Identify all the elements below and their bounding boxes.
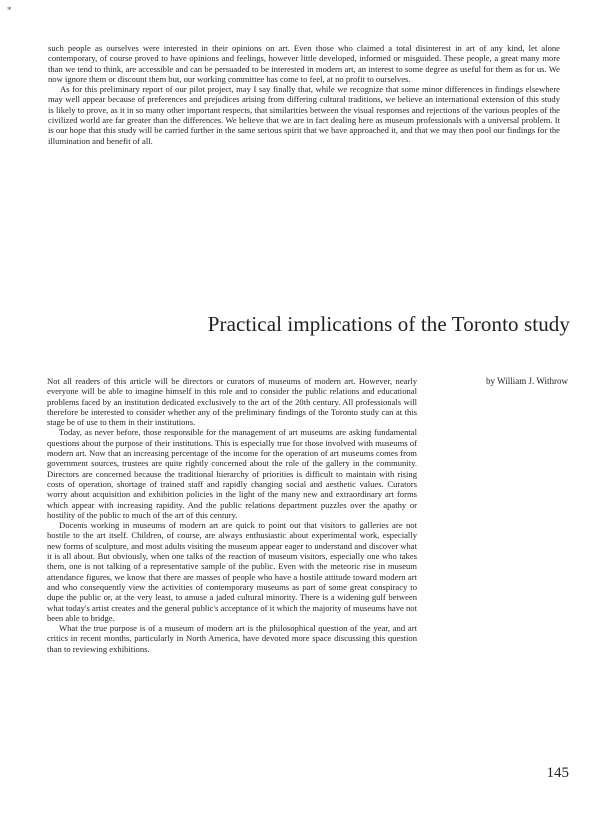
paragraph: such people as ourselves were interested in their opinions on art. Even those who claimed a total disinterest in art of any kind, let alone contemporary, of course proved to have opinions and feelings, however little developed, informed or misguided. These people, a great many more than we tend to think, are accessible and can be persuaded to be interested in modern art, an interest to some degree as useful for them as for us. We now ignore them or discount them but, our working committee has come to feel, at no profit to ourselves. [48, 43, 560, 84]
article-title: Practical implications of the Toronto study [207, 312, 570, 336]
paragraph: Docents working in museums of modern art are quick to point out that visitors to galleries are not hostile to the art itself. Children, of course, are always enthusiastic about experimental work, especially new forms of sculpture, and most adults visiting the museum appear eager to understand and discover what it is all about. But obviously, when one talks of the reaction of museum visitors, especially one who takes them, one is not talking of a representative sample of the public. Even with the meteoric rise in museum attendance figures, we know that there are masses of people who have a hostile attitude toward modern art and who consequently view the activities of contemporary museums as part of some great conspiracy to dupe the public or, at the very least, to amuse a jaded cultural minority. There is a widening gulf between what today's artist creates and the general public's acceptance of it which the majority of museums have not been able to bridge. [47, 520, 417, 623]
paragraph: As for this preliminary report of our pilot project, may I say finally that, while we recognize that some minor differences in findings elsewhere may well appear because of preferences and prejudices arising from differing cultural traditions, we believe an international extension of this study is likely to prove, as it in so many other important respects, that similarities between the visual responses and rejections of the various peoples of the civilized world are far greater than the differences. We believe that we are in fact dealing here as museum professionals with a universal problem. It is our hope that this study will be carried further in the same serious spirit that we have approached it, and that we may then pool our findings for the illumination and benefit of all. [48, 84, 560, 146]
paragraph: What the true purpose is of a museum of modern art is the philosophical question of the year, and art critics in recent months, particularly in North America, have devoted more space discussing this question than to reviewing exhibitions. [47, 623, 417, 654]
page-number: 145 [546, 765, 569, 781]
paragraph: Today, as never before, those responsible for the management of art museums are asking fundamental questions about the purpose of their institutions. This is especially true for those involved with museums of modern art. Now that an increasing percentage of the income for the operation of art museums comes from government sources, trustees are quite rightly concerned about the role of the gallery in the community. Directors are concerned because the traditional hierarchy of priorities is difficult to maintain with rising costs of operation, shortage of trained staff and rapidly changing social and aesthetic values. Curators worry about acquisition and exhibition policies in the light of the many new and extraordinary art forms which appear with increasing rapidity. And the public relations department puzzles over the apathy or hostility of the public to much of the art of this century. [47, 427, 417, 520]
article-body [47, 376, 417, 654]
byline: by William J. Withrow [486, 376, 568, 386]
paragraph: Not all readers of this article will be directors or curators of museums of modern art. However, nearly everyone will be able to imagine himself in this role and to consider the public relations and educational problems faced by an institution dedicated exclusively to the art of the 20th century. All professionals will therefore be interested to consider whether any of the preliminary findings of the Toronto study can at this stage be of use to them in their institutions. [47, 376, 417, 428]
corner-mark: * [7, 5, 12, 15]
continued-text [48, 43, 560, 146]
